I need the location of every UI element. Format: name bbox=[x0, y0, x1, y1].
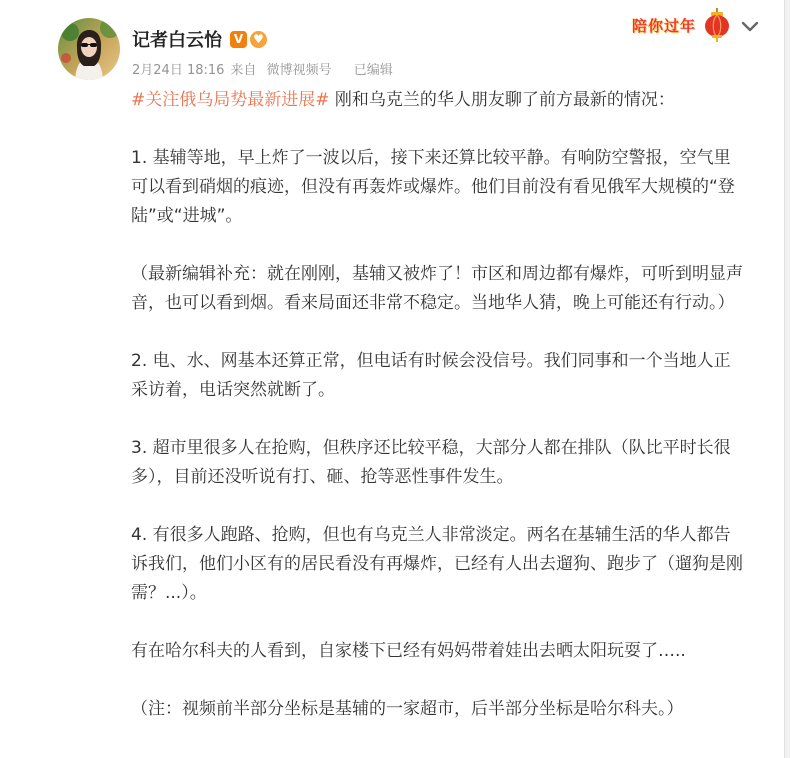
avatar[interactable] bbox=[58, 18, 120, 80]
source-prefix: 来自 bbox=[230, 63, 257, 78]
post-content bbox=[131, 86, 746, 753]
post-meta bbox=[132, 59, 399, 78]
avatar-photo bbox=[58, 18, 120, 80]
hashtag-link[interactable]: #关注俄乌局势最新进展# bbox=[131, 90, 330, 110]
paragraph-3: 3. 超市里很多人在抢购，但秩序还比较平稳，大部分人都在排队（队比平时长很多），目前还没听说有打、砸、抢等恶性事件发生。 bbox=[131, 438, 731, 487]
edited-label[interactable]: 已编辑 bbox=[353, 63, 393, 78]
author-name[interactable]: 记者白云怡 bbox=[132, 30, 222, 51]
festival-banner[interactable] bbox=[628, 6, 736, 44]
post-timestamp[interactable]: 2月24日 18:16 bbox=[132, 63, 225, 78]
chevron-down-icon[interactable] bbox=[738, 16, 762, 36]
paragraph-note: （注：视频前半部分坐标是基辅的一家超市，后半部分坐标是哈尔科夫。） bbox=[131, 699, 684, 719]
paragraph-4: 4. 有很多人跑路、抢购，但也有乌克兰人非常淡定。两名在基辅生活的华人都告诉我们，他们小区有的居民看没有再爆炸，已经有人出去遛狗、跑步了（遛狗是刚需？...）。 bbox=[131, 525, 743, 603]
post-source[interactable]: 微博视频号 bbox=[266, 63, 332, 78]
verified-badge-icon: V bbox=[230, 31, 247, 48]
festival-banner-text: 陪你过年 bbox=[632, 17, 697, 35]
paragraph-update: （最新编辑补充：就在刚刚，基辅又被炸了！市区和周边都有爆炸，可听到明显声音，也可以看到烟。看来局面还非常不稳定。当地华人猜，晚上可能还有行动。） bbox=[131, 264, 743, 313]
paragraph-5: 有在哈尔科夫的人看到，自家楼下已经有妈妈带着娃出去晒太阳玩耍了….. bbox=[131, 641, 686, 661]
intro-text: 刚和乌克兰的华人朋友聊了前方最新的情况： bbox=[334, 90, 675, 110]
post-intro bbox=[131, 86, 746, 115]
lantern-icon bbox=[702, 8, 732, 42]
paragraph-2: 2. 电、水、网基本还算正常，但电话有时候会没信号。我们同事和一个当地人正采访着，电话突然就断了。 bbox=[131, 351, 731, 400]
heart-badge-icon: ♥ bbox=[250, 31, 267, 48]
author-row bbox=[132, 26, 267, 52]
paragraph-1: 1. 基辅等地，早上炸了一波以后，接下来还算比较平静。有响防空警报，空气里可以看到硝烟的痕迹，但没有再轰炸或爆炸。他们目前没有看见俄军大规模的“登陆”或“进城”。 bbox=[131, 148, 735, 226]
